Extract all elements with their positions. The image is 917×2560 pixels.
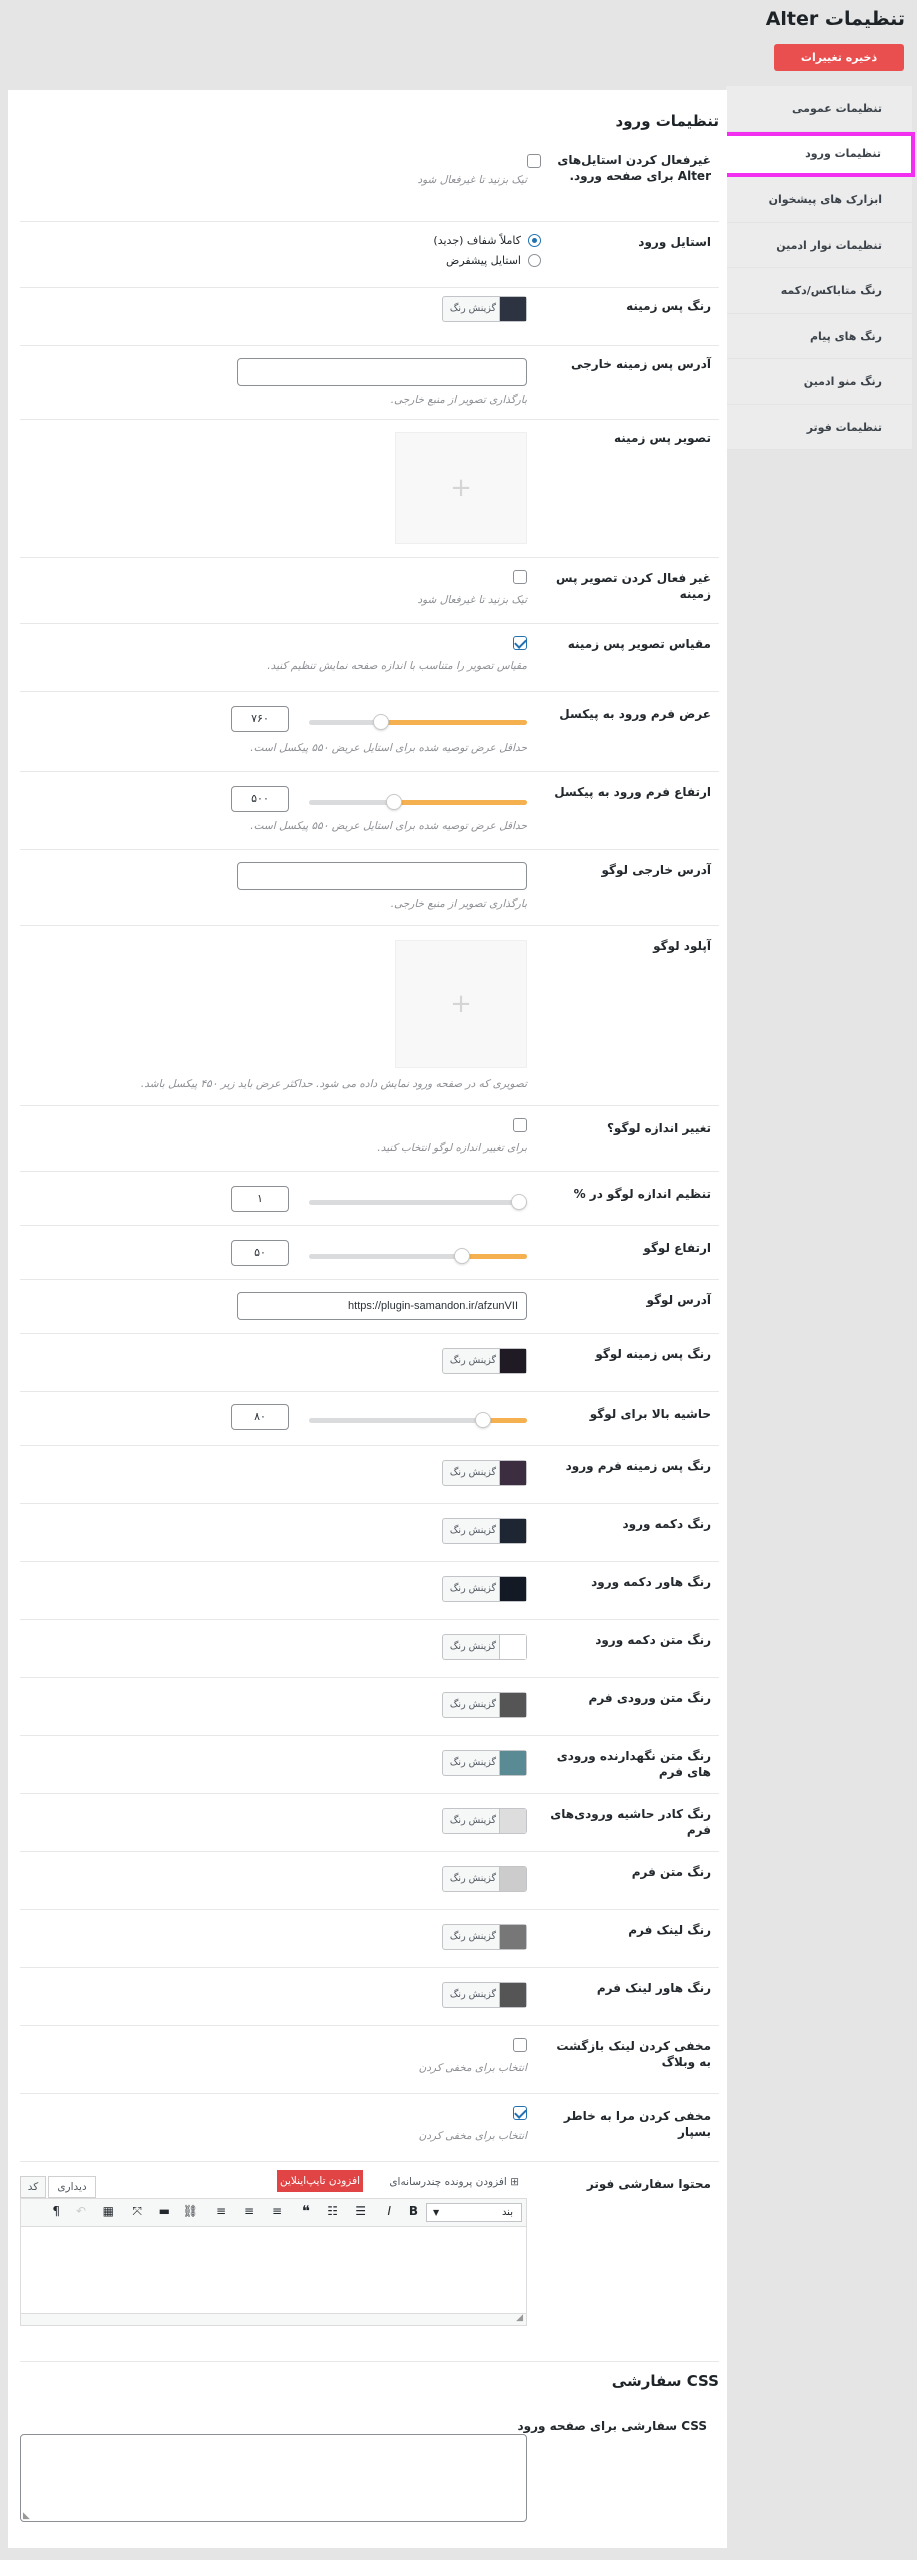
editor-toolbar	[21, 2199, 526, 2227]
row-input-text-color	[20, 1678, 719, 1736]
css-section-title: CSS سفارشی	[611, 2372, 719, 2390]
desc-disable-bg-image: تیک بزنید تا غیرفعال شود	[417, 594, 527, 606]
italic-icon[interactable]: I	[387, 2204, 391, 2218]
label-bg-scale: مقیاس تصویر پس زمینه	[567, 637, 711, 651]
label-logo-percent: تنظیم اندازه لوگو در %	[573, 1187, 711, 1201]
row-logo-height	[20, 1226, 719, 1280]
row-input-border-color	[20, 1794, 719, 1852]
label-form-width: عرض فرم ورود به پیکسل	[559, 707, 711, 721]
radio-default[interactable]	[528, 254, 541, 267]
desc-logo-upload: تصویری که در صفحه ورود نمایش داده می شود. حداکثر عرض باید زیر ۴۵۰ پیکسل باشد.	[140, 1078, 527, 1090]
button-hover-color-picker[interactable]	[442, 1576, 527, 1602]
row-button-color	[20, 1504, 719, 1562]
label-form-bg-color: رنگ پس زمینه فرم ورود	[565, 1459, 711, 1473]
color-swatch	[499, 1349, 526, 1373]
label-form-link-color: رنگ لینک فرم	[628, 1923, 711, 1937]
label-button-hover-color: رنگ هاور دکمه ورود	[591, 1575, 711, 1589]
label-resize-logo: تغییر اندازه لوگو؟	[606, 1121, 711, 1135]
desc-disable-styles: تیک بزنید تا غیرفعال شود	[417, 174, 527, 186]
row-button-text-color	[20, 1620, 719, 1678]
color-swatch	[499, 1577, 526, 1601]
radio-default-label: استایل پیشفرض	[446, 254, 521, 267]
nav-admin-bar[interactable]: تنظیمات نوار ادمین	[726, 223, 912, 269]
label-hide-remember: مخفی کردن مرا به خاطر بسپار	[563, 2109, 711, 2139]
form-width-input[interactable]: ۷۶۰	[231, 706, 289, 732]
label-footer-content: محتوا سفارشی فوتر	[586, 2177, 711, 2191]
label-logo-bg-color: رنگ پس زمینه لوگو	[595, 1347, 711, 1361]
picker-text: گزینش رنگ	[449, 1355, 497, 1366]
row-bg-url	[20, 346, 719, 420]
add-media-label: افزودن پرونده چندرسانه‌ای	[389, 2176, 507, 2188]
logo-percent-slider[interactable]	[309, 1200, 527, 1205]
color-swatch	[499, 1983, 526, 2007]
slider-handle[interactable]	[511, 1194, 527, 1210]
row-form-height	[20, 772, 719, 850]
desc-form-height: حداقل عرض توصیه شده برای استایل عریض ۵۵۰ پیکسل است.	[250, 820, 527, 832]
slider-fill	[462, 1254, 527, 1259]
radio-transparent[interactable]	[528, 234, 541, 247]
slider-handle[interactable]	[454, 1248, 470, 1264]
nav-footer[interactable]: تنظیمات فوتر	[726, 405, 912, 451]
picker-text: گزینش رنگ	[449, 1583, 497, 1594]
desc-resize-logo: برای تغییر اندازه لوگو انتخاب کنید.	[377, 1142, 527, 1154]
row-form-width	[20, 692, 719, 772]
label-button-color: رنگ دکمه ورود	[622, 1517, 711, 1531]
label-bg-color: رنگ پس زمینه	[626, 299, 711, 313]
desc-bg-url: بارگذاری تصویر از منبع خارجی.	[390, 394, 527, 406]
label-logo-upload: آپلود لوگو	[653, 939, 711, 953]
nav-admin-menu-colors[interactable]: رنگ منو ادمین	[726, 359, 912, 405]
bg-url-input[interactable]	[237, 358, 527, 386]
read-more-icon[interactable]: ▬	[158, 2204, 170, 2218]
paragraph-icon[interactable]: ¶	[52, 2204, 60, 2218]
logo-bg-color-picker[interactable]	[442, 1348, 527, 1374]
resize-handle-icon[interactable]: ◢	[23, 2511, 30, 2521]
row-logo-upload	[20, 926, 719, 1106]
form-height-slider[interactable]	[309, 800, 527, 805]
desc-logo-url: بارگذاری تصویر از منبع خارجی.	[390, 898, 527, 910]
login-css-textarea[interactable]	[20, 2434, 527, 2522]
row-footer-content	[20, 2162, 719, 2362]
picker-text: گزینش رنگ	[449, 1525, 497, 1536]
row-disable-styles	[20, 152, 719, 222]
color-swatch	[499, 1809, 526, 1833]
row-logo-top-margin	[20, 1392, 719, 1446]
row-bg-scale	[20, 624, 719, 692]
row-resize-logo	[20, 1106, 719, 1172]
link-icon[interactable]: ⛓	[182, 2204, 198, 2218]
blockquote-icon[interactable]: ❝	[301, 2202, 310, 2220]
bullet-list-icon[interactable]: ☰	[355, 2204, 366, 2218]
label-button-text-color: رنگ متن دکمه ورود	[595, 1633, 711, 1647]
row-form-bg-color	[20, 1446, 719, 1504]
color-swatch	[499, 1867, 526, 1891]
label-placeholder-color: رنگ متن نگهدارنده ورودی های فرم	[556, 1749, 711, 1779]
form-bg-color-picker[interactable]	[442, 1460, 527, 1486]
picker-text: گزینش رنگ	[449, 1467, 497, 1478]
logo-upload[interactable]	[395, 940, 527, 1068]
page-title: تنظیمات Alter	[765, 8, 905, 30]
row-logo-url	[20, 850, 719, 926]
label-form-link-hover: رنگ هاور لینک فرم	[596, 1981, 711, 1995]
settings-nav	[726, 86, 912, 450]
picker-text: گزینش رنگ	[449, 1931, 497, 1942]
row-form-link-hover	[20, 1968, 719, 2026]
input-border-color-picker[interactable]	[442, 1808, 527, 1834]
bg-color-picker[interactable]	[442, 296, 527, 322]
editor-content[interactable]	[21, 2227, 526, 2313]
label-bg-url: آدرس پس زمینه خارجی	[570, 357, 711, 371]
disable-styles-checkbox[interactable]	[527, 154, 541, 168]
form-link-color-picker[interactable]	[442, 1924, 527, 1950]
form-width-slider[interactable]	[309, 720, 527, 725]
label-form-height: ارتفاع فرم ورود به پیکسل	[554, 785, 711, 799]
color-swatch	[499, 297, 526, 321]
color-swatch	[499, 1519, 526, 1543]
row-logo-link	[20, 1280, 719, 1334]
logo-height-slider[interactable]	[309, 1254, 527, 1259]
label-login-css: CSS سفارشی برای صفحه ورود	[517, 2419, 707, 2433]
plus-icon: +	[450, 989, 472, 1019]
logo-link-input[interactable]: https://plugin-samandon.ir/afzunVII	[237, 1292, 527, 1320]
label-hide-back-link: مخفی کردن لینک بازگشت به وبلاگ	[556, 2039, 711, 2069]
row-logo-percent	[20, 1172, 719, 1226]
color-swatch	[499, 1693, 526, 1717]
label-disable-bg-image: غیر فعال کردن تصویر پس زمینه	[556, 571, 711, 601]
color-swatch	[499, 1461, 526, 1485]
desc-form-width: حداقل عرض توصیه شده برای استایل عریض ۵۵۰ پیکسل است.	[250, 742, 527, 754]
resize-logo-checkbox[interactable]	[513, 1118, 527, 1132]
row-bg-image	[20, 420, 719, 558]
row-placeholder-color	[20, 1736, 719, 1794]
editor-frame	[20, 2198, 527, 2326]
row-button-hover-color	[20, 1562, 719, 1620]
label-logo-height: ارتفاع لوگو	[643, 1241, 711, 1255]
button-text-color-picker[interactable]	[442, 1634, 527, 1660]
button-color-picker[interactable]	[442, 1518, 527, 1544]
label-bg-image: تصویر پس زمینه	[613, 431, 711, 445]
input-text-color-picker[interactable]	[442, 1692, 527, 1718]
save-changes-button[interactable]: ذخیره تغییرات	[774, 44, 904, 71]
undo-icon: ↶	[75, 2204, 86, 2218]
slider-handle[interactable]	[475, 1412, 491, 1428]
nav-dashboard-widgets[interactable]: ابزارک های پیشخوان	[726, 177, 912, 223]
label-logo-url: آدرس خارجی لوگو	[601, 863, 711, 877]
logo-url-input[interactable]	[237, 862, 527, 890]
align-right-icon[interactable]: ≡	[215, 2204, 226, 2218]
add-typekit-button[interactable]: افزودن تایپ‌اینلاین	[277, 2170, 363, 2192]
label-input-border-color: رنگ کادر حاشیه ورودی‌های فرم	[550, 1807, 711, 1837]
form-link-hover-picker[interactable]	[442, 1982, 527, 2008]
resize-handle-icon[interactable]: ◢	[516, 2313, 523, 2323]
bg-scale-checkbox[interactable]	[513, 636, 527, 650]
format-select-label: بند	[501, 2207, 513, 2218]
form-text-color-picker[interactable]	[442, 1866, 527, 1892]
row-hide-back-link	[20, 2026, 719, 2094]
slider-fill	[381, 720, 527, 725]
media-icon: ⊞	[506, 2176, 519, 2188]
slider-fill	[394, 800, 527, 805]
nav-metabox-colors[interactable]: رنگ متاباکس/دکمه	[726, 268, 912, 314]
desc-bg-scale: مقیاس تصویر را متناسب با اندازه صفحه نمایش تنظیم کنید.	[267, 660, 527, 672]
hide-remember-checkbox[interactable]	[513, 2106, 527, 2120]
label-input-text-color: رنگ متن ورودی فرم	[588, 1691, 711, 1705]
picker-text: گزینش رنگ	[449, 1873, 497, 1884]
picker-text: گزینش رنگ	[449, 1757, 497, 1768]
row-login-style	[20, 222, 719, 288]
align-center-icon[interactable]: ≡	[243, 2204, 254, 2218]
label-logo-top-margin: حاشیه بالا برای لوگو	[589, 1407, 711, 1421]
hide-back-link-checkbox[interactable]	[513, 2038, 527, 2052]
label-login-style: استایل ورود	[638, 235, 711, 249]
format-select[interactable]	[426, 2203, 522, 2222]
nav-general[interactable]: تنظیمات عمومی	[726, 86, 912, 132]
row-bg-color	[20, 288, 719, 346]
nav-message-colors[interactable]: رنگ های پیام	[726, 314, 912, 360]
label-form-text-color: رنگ متن فرم	[631, 1865, 711, 1879]
editor-tab-visual[interactable]: دیداری	[48, 2176, 96, 2198]
slider-handle[interactable]	[373, 714, 389, 730]
picker-text: گزینش رنگ	[449, 1989, 497, 2000]
align-left-icon[interactable]: ≡	[271, 2204, 282, 2218]
row-logo-bg-color	[20, 1334, 719, 1392]
form-height-input[interactable]: ۵۰۰	[231, 786, 289, 812]
row-disable-bg-image	[20, 558, 719, 624]
numbered-list-icon[interactable]: ☷	[327, 2204, 338, 2218]
logo-percent-input[interactable]: ۱	[231, 1186, 289, 1212]
settings-panel	[8, 90, 727, 2548]
fullscreen-icon[interactable]: ⤧	[132, 2204, 142, 2218]
desc-hide-back-link: انتخاب برای مخفی کردن	[418, 2062, 527, 2074]
picker-text: گزینش رنگ	[449, 1641, 497, 1652]
color-swatch	[499, 1925, 526, 1949]
desc-hide-remember: انتخاب برای مخفی کردن	[418, 2130, 527, 2142]
editor-statusbar	[21, 2313, 526, 2325]
logo-height-input[interactable]: ۵۰	[231, 1240, 289, 1266]
logo-top-margin-slider[interactable]	[309, 1418, 527, 1423]
add-media-button[interactable]	[389, 2176, 519, 2188]
picker-text: گزینش رنگ	[449, 1699, 497, 1710]
editor-tab-code[interactable]: کد	[20, 2176, 46, 2198]
toolbar-toggle-icon[interactable]: ▦	[102, 2204, 114, 2218]
nav-login[interactable]: تنظیمات ورود	[722, 132, 915, 178]
color-swatch	[499, 1751, 526, 1775]
picker-text: گزینش رنگ	[449, 1815, 497, 1826]
picker-text: گزینش رنگ	[449, 303, 497, 314]
chevron-down-icon: ▼	[433, 2208, 440, 2217]
plus-icon: +	[450, 473, 472, 503]
label-disable-styles: غیرفعال کردن استایل‌های Alter برای صفحه ورود.	[557, 153, 711, 183]
row-hide-remember	[20, 2094, 719, 2162]
logo-top-margin-input[interactable]: ۸۰	[231, 1404, 289, 1430]
disable-bg-image-checkbox[interactable]	[513, 570, 527, 584]
row-form-link-color	[20, 1910, 719, 1968]
label-logo-link: آدرس لوگو	[646, 1293, 711, 1307]
color-swatch	[499, 1635, 526, 1659]
bold-icon[interactable]: B	[408, 2204, 418, 2218]
slider-handle[interactable]	[386, 794, 402, 810]
placeholder-color-picker[interactable]	[442, 1750, 527, 1776]
row-form-text-color	[20, 1852, 719, 1910]
bg-image-upload[interactable]	[395, 432, 527, 544]
radio-transparent-label: کاملاً شفاف (جدید)	[433, 234, 521, 247]
login-section-title: تنظیمات ورود	[615, 112, 719, 130]
